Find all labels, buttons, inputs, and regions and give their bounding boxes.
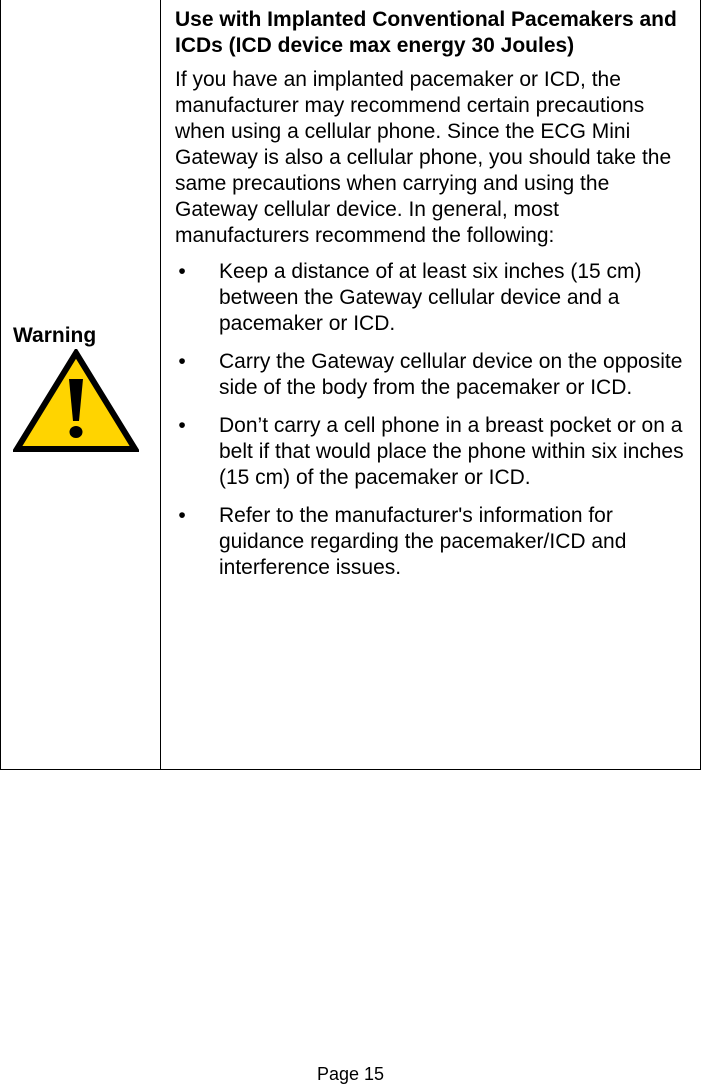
bullet-icon: • xyxy=(178,260,186,283)
page-number: Page 15 xyxy=(316,1064,385,1084)
warning-label: Warning xyxy=(13,323,97,347)
warning-label-cell xyxy=(1,0,161,769)
warning-content-cell xyxy=(161,0,700,769)
list-item-text: Keep a distance of at least six inches (15 cm) between the Gateway cellular device and a pacemaker or ICD. xyxy=(219,260,642,335)
bullet-icon: • xyxy=(178,504,186,527)
exclamation-dot xyxy=(70,426,83,438)
bullet-icon: • xyxy=(178,350,186,373)
section-heading: Use with Implanted Conventional Pacemakers and ICDs (ICD device max energy 30 Joules) xyxy=(175,8,677,57)
list-item xyxy=(175,349,690,401)
list-item-text: Don’t carry a cell phone in a breast pocket or on a belt if that would place the phone within six inches (15 cm) of the pacemaker or ICD. xyxy=(219,414,684,489)
list-item xyxy=(175,413,690,491)
precautions-list xyxy=(175,259,690,581)
list-item xyxy=(175,503,690,581)
warning-triangle-icon xyxy=(13,349,139,453)
intro-paragraph: If you have an implanted pacemaker or ICD, the manufacturer may recommend certain precautions when using a cellular phone. Since the ECG Mini Gateway is also a cellular phone, you should take the same precautions when carrying and using the Gateway cellular device. In general, most manufacturers recommend the following: xyxy=(175,68,672,247)
bullet-icon: • xyxy=(178,414,186,437)
list-item-text: Carry the Gateway cellular device on the opposite side of the body from the pacemaker or ICD. xyxy=(219,350,683,399)
list-item xyxy=(175,259,690,337)
list-item-text: Refer to the manufacturer's information for guidance regarding the pacemaker/ICD and interference issues. xyxy=(219,504,627,579)
